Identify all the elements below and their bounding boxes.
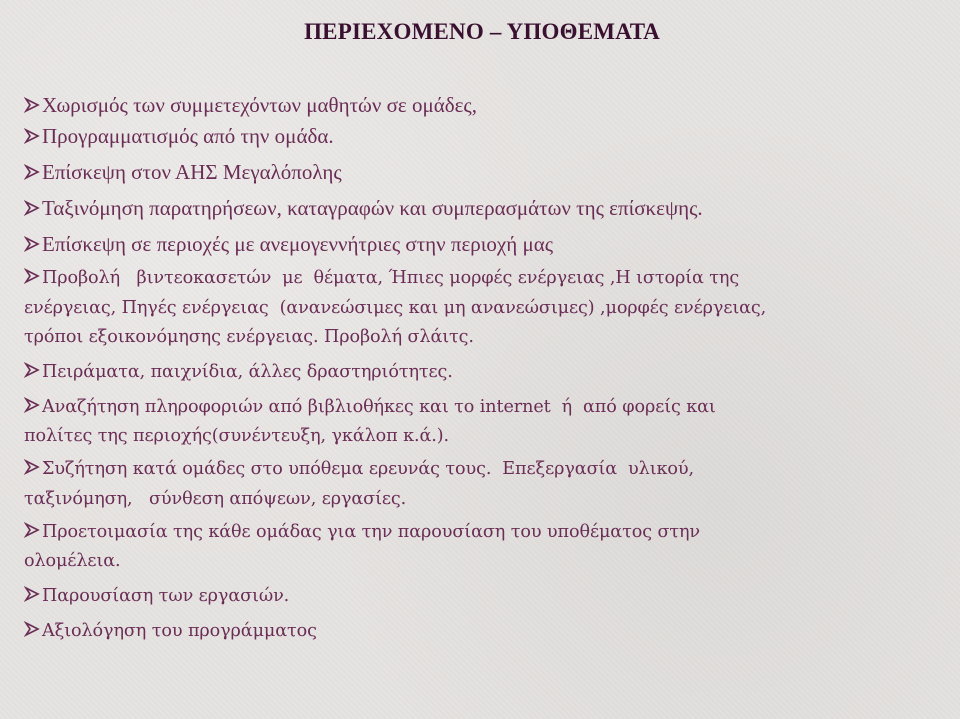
list-item-text: Αναζήτηση πληροφοριών από βιβλιοθήκες και το internet ή από φορείς και xyxy=(42,397,716,417)
arrow-bullet-icon xyxy=(24,236,40,252)
arrow-bullet-icon xyxy=(24,586,40,602)
list-item xyxy=(24,160,342,184)
list-item xyxy=(24,124,334,148)
list-item-text: πολίτες της περιοχής(συνέντευξη, γκάλοπ κ.ά.). xyxy=(24,426,450,446)
list-item-text: ενέργειας, Πηγές ενέργειας (ανανεώσιμες και μη ανανεώσιμες) ,μορφές ενέργειας, xyxy=(24,298,767,318)
list-item xyxy=(24,619,317,643)
list-item-text: Συζήτηση κατά ομάδες στο υπόθεμα ερευνάς τους. Επεξεργασία υλικού, xyxy=(42,459,694,479)
list-item-text: Ταξινόμηση παρατηρήσεων, καταγραφών και συμπερασμάτων της επίσκεψης. xyxy=(42,196,703,220)
list-item-text: Επίσκεψη στον ΑΗΣ Μεγαλόπολης xyxy=(42,160,342,184)
list-item-text: Προγραμματισμός από την ομάδα. xyxy=(42,124,334,148)
list-item-text: ταξινόμηση, σύνθεση απόψεων, εργασίες. xyxy=(24,489,407,509)
arrow-bullet-icon xyxy=(24,397,40,413)
list-item xyxy=(24,232,553,256)
arrow-bullet-icon xyxy=(24,522,40,538)
list-item-continuation xyxy=(24,549,121,573)
arrow-bullet-icon xyxy=(24,459,40,475)
list-item xyxy=(24,457,694,481)
list-item xyxy=(24,93,477,117)
list-item xyxy=(24,520,700,544)
arrow-bullet-icon xyxy=(24,97,40,113)
list-item-text: Προετοιμασία της κάθε ομάδας για την παρουσίαση του υποθέματος στην xyxy=(42,522,701,542)
list-item xyxy=(24,196,703,220)
list-item xyxy=(24,584,289,608)
list-item-continuation xyxy=(24,296,766,320)
list-item-continuation xyxy=(24,487,406,511)
list-item xyxy=(24,395,716,419)
list-item-continuation xyxy=(24,424,449,448)
list-item-text: ολομέλεια. xyxy=(24,551,121,571)
list-item xyxy=(24,266,739,290)
arrow-bullet-icon xyxy=(24,268,40,284)
arrow-bullet-icon xyxy=(24,164,40,180)
list-item-continuation xyxy=(24,325,474,349)
list-item-text: Παρουσίαση των εργασιών. xyxy=(42,586,290,606)
list-item-text: Επίσκεψη σε περιοχές με ανεμογεννήτριες στην περιοχή μας xyxy=(42,232,554,256)
list-item-text: Χωρισμός των συμμετεχόντων μαθητών σε ομάδες, xyxy=(42,93,478,117)
list-item-text: Πειράματα, παιχνίδια, άλλες δραστηριότητες. xyxy=(42,362,453,382)
list-item-text: Αξιολόγηση του προγράμματος xyxy=(42,621,317,641)
slide-title-text: ΠΕΡΙΕΧΟΜΕΝΟ – ΥΠΟΘΕΜΑΤΑ xyxy=(304,19,660,44)
list-item-text: τρόποι εξοικονόμησης ενέργειας. Προβολή σλάιτς. xyxy=(24,327,474,347)
arrow-bullet-icon xyxy=(24,200,40,216)
slide-title xyxy=(0,19,960,45)
arrow-bullet-icon xyxy=(24,128,40,144)
arrow-bullet-icon xyxy=(24,621,40,637)
arrow-bullet-icon xyxy=(24,362,40,378)
list-item-text: Προβολή βιντεοκασετών με θέματα, Ήπιες μορφές ενέργειας ,Η ιστορία της xyxy=(42,268,740,288)
list-item xyxy=(24,360,453,384)
